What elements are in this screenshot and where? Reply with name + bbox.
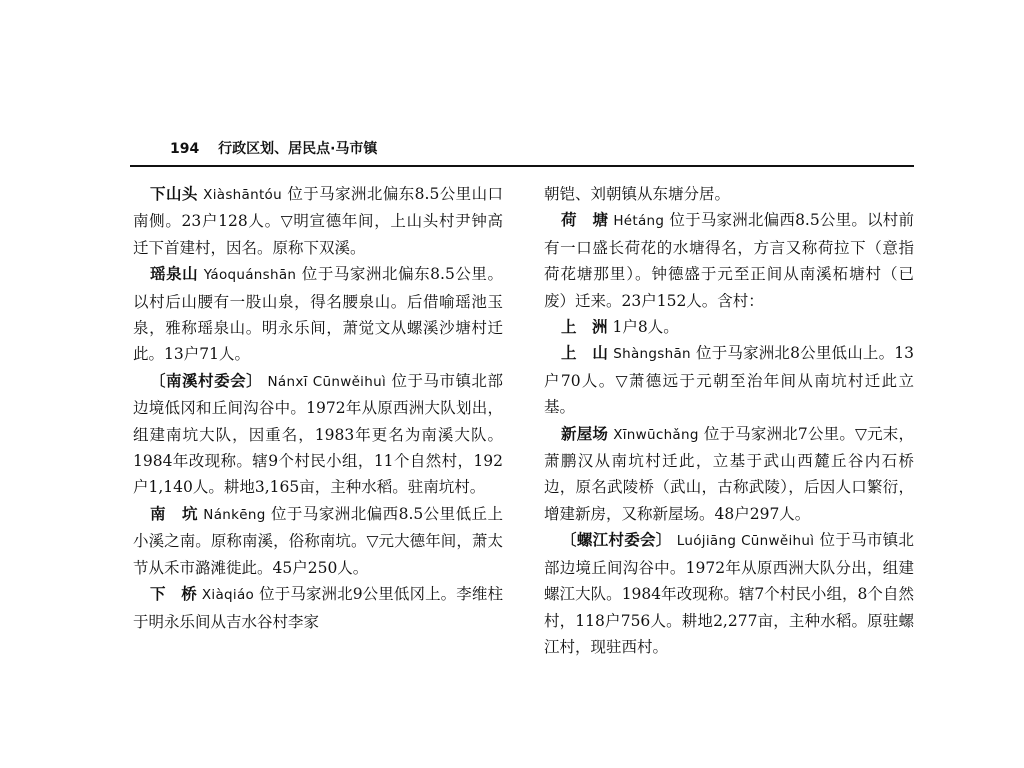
entry-headword: 〔南溪村委会〕 bbox=[150, 371, 263, 390]
entry bbox=[544, 527, 914, 660]
entry-headword: 荷 塘 bbox=[561, 211, 609, 230]
entry bbox=[133, 181, 503, 261]
entry-pinyin: Xīnwūchǎng bbox=[613, 426, 699, 443]
entry-pinyin: Nánxī Cūnwěihuì bbox=[267, 373, 386, 390]
entry-pinyin: Shàngshān bbox=[613, 346, 691, 363]
entry-text: 位于马市镇北部边境低冈和丘间沟谷中。1972年从原西洲大队划出，组建南坑大队，因重名，1983年更名为南溪大队。1984年改现称。辖9个村民小组，11个自然村，192户1,140人。耕地3,165亩，主种水稻。驻南坑村。 bbox=[133, 371, 503, 497]
entry-headword: 上 洲 bbox=[561, 318, 608, 337]
entry-pinyin: Hétáng bbox=[613, 213, 665, 230]
entry-text: 位于马市镇北部边境丘间沟谷中。1972年从原西洲大队分出，组建螺江大队。1984年改现称。辖7个村民小组，8个自然村，118户756人。耕地2,277亩，主种水稻。原驻螺江村，现驻西村。 bbox=[544, 531, 914, 656]
page-header bbox=[130, 138, 914, 158]
entry-headword: 〔螺江村委会〕 bbox=[561, 531, 672, 550]
entry bbox=[544, 340, 914, 420]
right-column bbox=[544, 181, 914, 660]
entry-pinyin: Xiàqiáo bbox=[201, 587, 255, 604]
entry bbox=[133, 368, 503, 501]
entry-headword: 上 山 bbox=[561, 344, 609, 363]
entry bbox=[544, 421, 914, 528]
entry-pinyin: Xiàshāntóu bbox=[203, 187, 282, 203]
entry-headword: 下山头 bbox=[150, 185, 198, 203]
entry-headword: 下 桥 bbox=[150, 585, 197, 604]
running-title: 行政区划、居民点·马市镇 bbox=[218, 141, 378, 157]
entry-text: 位于马家洲北偏西8.5公里。以村前有一口盛长荷花的水塘得名，方言又称荷拉下（意指荷花塘那里）。钟德盛于元至正间从南溪柘塘村（已废）迁来。23户152人。含村： bbox=[544, 211, 914, 310]
entry-headword: 南 坑 bbox=[150, 504, 198, 523]
entry-text: 朝铠、刘朝镇从东塘分居。 bbox=[544, 185, 731, 203]
entry-headword: 新屋场 bbox=[561, 424, 609, 443]
entry-pinyin: Luójiāng Cūnwěihuì bbox=[676, 533, 815, 550]
entry bbox=[544, 314, 914, 340]
entry-headword: 瑶泉山 bbox=[150, 265, 199, 284]
page-number: 194 bbox=[170, 141, 200, 157]
header-rule bbox=[130, 165, 914, 167]
entry-text: 位于马家洲北9公里低冈上。李维柱于明永乐间从吉水谷村李家 bbox=[133, 585, 503, 631]
entry bbox=[133, 501, 503, 581]
entry-text: 位于马家洲北偏东8.5公里。以村后山腰有一股山泉，得名腰泉山。后借喻瑶池玉泉，雅称瑶泉山。明永乐间，萧觉文从螺溪沙塘村迁此。13户71人。 bbox=[133, 265, 503, 364]
entry-text: 位于马家洲北偏西8.5公里低丘上小溪之南。原称南溪，俗称南坑。▽元大德年间，萧太节从禾市潞滩徙此。45户250人。 bbox=[133, 504, 503, 577]
left-column bbox=[133, 181, 503, 635]
entry-pinyin: Nánkēng bbox=[203, 506, 266, 523]
entry-continuation bbox=[544, 181, 914, 207]
entry bbox=[133, 261, 503, 368]
entry-text: 位于马家洲北8公里低山上。13户70人。▽萧德远于元朝至治年间从南坑村迁此立基。 bbox=[544, 344, 914, 417]
entry-text: 1户8人。 bbox=[612, 318, 679, 337]
entry-text: 位于马家洲北偏东8.5公里山口南侧。23户128人。▽明宣德年间，上山头村尹钟高迁下首建村，因名。原称下双溪。 bbox=[133, 185, 504, 257]
entry bbox=[133, 581, 503, 635]
entry bbox=[544, 207, 914, 314]
entry-text: 位于马家洲北7公里。▽元末，萧鹏汉从南坑村迁此，立基于武山西麓丘谷内石桥边，原名武陵桥（武山，古称武陵），后因人口繁衍，增建新房，又称新屋场。48户297人。 bbox=[544, 424, 914, 523]
entry-pinyin: Yáoquánshān bbox=[203, 267, 297, 284]
